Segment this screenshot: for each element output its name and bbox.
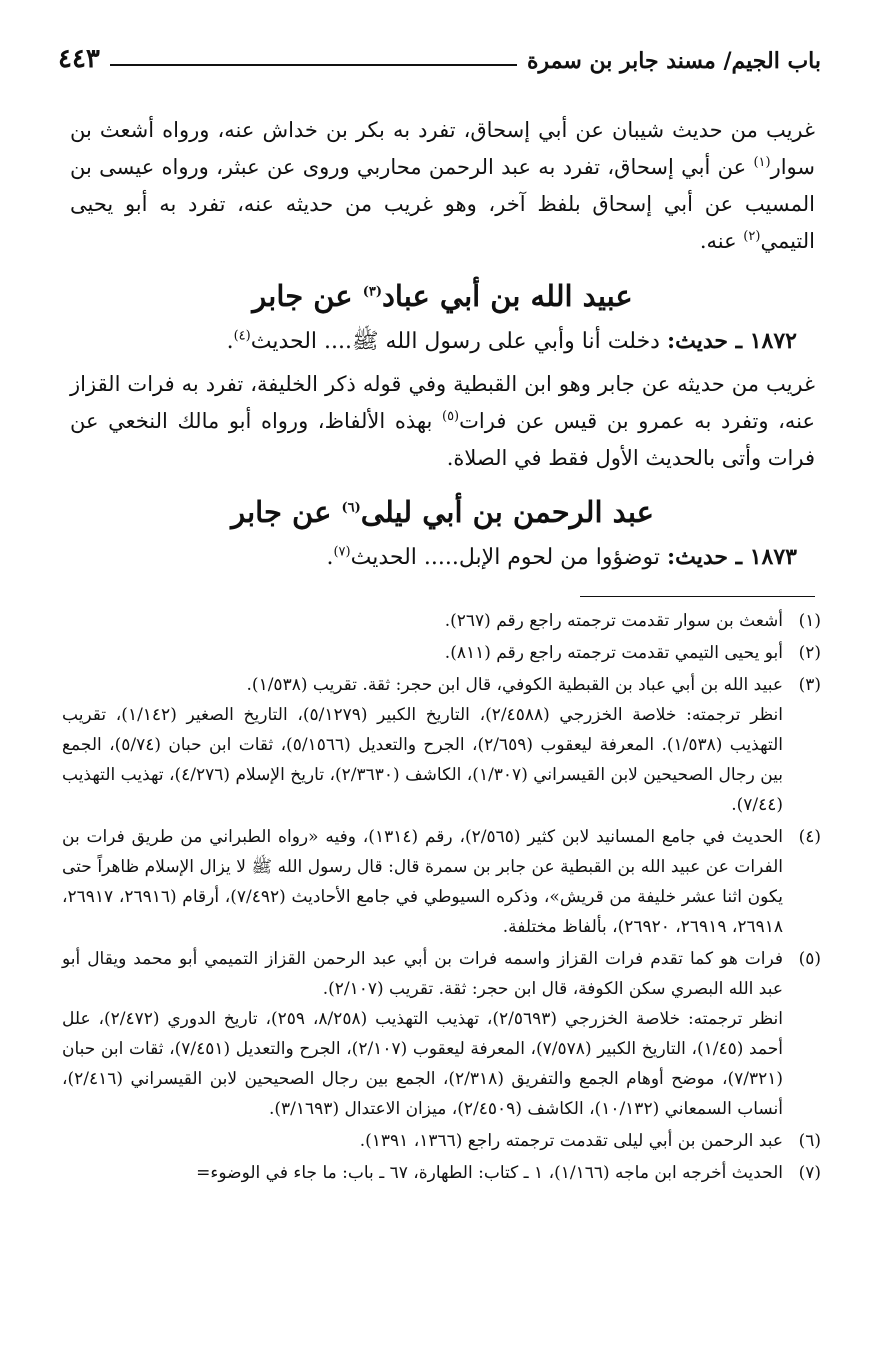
footnote-ref-3: (٣) xyxy=(362,284,382,300)
footnote-ref-7: (٧) xyxy=(333,544,351,560)
hadith-1872-block xyxy=(70,322,815,361)
paragraph-2-block xyxy=(70,366,815,477)
footnote-5-sources: انظر ترجمته: خلاصة الخزرجي (٢/٥٦٩٣)، تهذيب التهذيب (٨/٢٥٨، ٢٥٩)، تاريخ الدوري (٢/٤٧٢)، علل أحمد (١/٤٥)، التاريخ الكبير (٧/٥٧٨)، المعرفة ليعقوب (٢/١٠٧)، الجرح والتعديل (٧/٤٥١)، ثقات ابن حبان (٧/٣٢١)، موضح أوهام الجمع والتفريق (٢/٣١٨)، الجمع بين رجال الصحيحين لابن القيسراني (٢/٤١٦)، أنساب السمعاني (١٠/١٣٢)، الكاشف (٢/٤٥٠٩)، ميزان الاعتدال (٣/١٦٩٣). xyxy=(62,1009,784,1119)
footnote-5 xyxy=(62,944,821,1124)
footnote-7-text: الحديث أخرجه ابن ماجه (١/١٦٦)، ١ ـ كتاب: الطهارة، ٦٧ ـ باب: ما جاء في الوضوء= xyxy=(196,1163,783,1183)
hadith-1872-end: . xyxy=(226,329,234,354)
footnote-6-text: عبد الرحمن بن أبي ليلى تقدمت ترجمته راجع (١٣٦٦، ١٣٩١). xyxy=(359,1131,783,1151)
heading-2-block xyxy=(70,490,815,534)
heading-1-name: عبيد الله بن أبي عباد xyxy=(382,279,633,313)
footnote-1-text: أشعث بن سوار تقدمت ترجمته راجع رقم (٢٦٧). xyxy=(444,611,783,631)
hadith-1873-number: ١٨٧٣ ـ حديث: xyxy=(666,544,797,570)
footnote-5-bio: فرات هو كما تقدم فرات القزاز واسمه فرات بن أبي عبد الرحمن القزاز التميمي أبو محمد ويقال أبو عبد الله البصري سكن الكوفة، قال ابن حجر: ثقة. تقريب (٢/١٠٧). xyxy=(62,949,783,999)
heading-2-name: عبد الرحمن بن أبي ليلى xyxy=(360,495,654,529)
footnote-4-number: (٤) xyxy=(798,827,821,847)
heading-2-suffix: عن جابر xyxy=(231,495,342,529)
paragraph-2-part-b: بهذه الألفاظ، ورواه أبو مالك النخعي عن فرات وأتى بالحديث الأول فقط في الصلاة. xyxy=(70,409,815,470)
running-title: باب الجيم/ مسند جابر بن سمرة xyxy=(526,48,821,74)
hadith-1873-end: . xyxy=(326,545,334,570)
footnote-1 xyxy=(62,606,821,636)
footnote-5-text xyxy=(62,944,783,1124)
paragraph-2 xyxy=(70,366,815,477)
footnote-7 xyxy=(62,1158,821,1188)
page-number: ٤٤٣ xyxy=(58,44,100,74)
footnote-ref-5: (٥) xyxy=(441,409,460,424)
hadith-1872 xyxy=(70,322,815,361)
section-heading-2 xyxy=(70,490,815,534)
footnotes xyxy=(62,606,821,1190)
hadith-1872-text: دخلت أنا وأبي على رسول الله ﷺ.... الحديث xyxy=(250,329,667,354)
footnote-4 xyxy=(62,822,821,942)
footnote-4-text: الحديث في جامع المسانيد لابن كثير (٢/٥٦٥)، رقم (١٣١٤)، وفيه «رواه الطبراني من طريق فرات بن الفرات عن عبيد الله بن القبطية عن جابر بن سمرة قال: قال رسول الله ﷺ لا يزال الإسلام ظاهراً حتى يكون اثنا عشر خليفة من قريش»، وذكره السيوطي في جامع الأحاديث (٧/٤٩٢)، أرقام (٢٦٩١٦، ٢٦٩١٧، ٢٦٩١٨، ٢٦٩١٩، ٢٦٩٢٠)، بألفاظ مختلفة. xyxy=(62,827,784,937)
footnote-6 xyxy=(62,1126,821,1156)
footnote-6-number: (٦) xyxy=(798,1131,821,1151)
footnote-3-text xyxy=(62,670,783,820)
footnote-ref-4: (٤) xyxy=(233,328,251,344)
heading-1-block xyxy=(70,274,815,318)
header-rule xyxy=(110,64,517,66)
footnote-separator xyxy=(580,596,815,597)
hadith-1873-text: توضؤوا من لحوم الإبل..... الحديث xyxy=(350,545,667,570)
footnote-2-text: أبو يحيى التيمي تقدمت ترجمته راجع رقم (٨١١). xyxy=(444,643,783,663)
footnote-5-number: (٥) xyxy=(798,949,821,969)
paragraph-1-part-b: عن أبي إسحاق، تفرد به عبد الرحمن محاربي وروى عن عبثر، ورواه عيسى بن المسيب عن أبي إسحاق بلفظ آخر، وهو غريب من حديثه عنه، تفرد به أبو يحيى التيمي xyxy=(70,155,815,253)
heading-1-suffix: عن جابر xyxy=(252,279,363,313)
footnote-ref-1: (١) xyxy=(753,155,771,170)
footnote-2-number: (٢) xyxy=(798,643,821,663)
paragraph-1-part-c: عنه. xyxy=(699,229,744,253)
hadith-1872-number: ١٨٧٢ ـ حديث: xyxy=(666,328,797,354)
footnote-2 xyxy=(62,638,821,668)
footnote-3-bio: عبيد الله بن أبي عباد بن القبطية الكوفي، قال ابن حجر: ثقة. تقريب (١/٥٣٨). xyxy=(246,675,783,695)
footnote-3 xyxy=(62,670,821,820)
section-heading-1 xyxy=(70,274,815,318)
footnote-1-number: (١) xyxy=(798,611,821,631)
footnote-ref-2: (٢) xyxy=(743,229,761,244)
footnote-3-sources: انظر ترجمته: خلاصة الخزرجي (٢/٤٥٨٨)، التاريخ الكبير (٥/١٢٧٩)، التاريخ الصغير (١/١٤٢)، تقريب التهذيب (١/٥٣٨). المعرفة ليعقوب (٢/٦٥٩)، الجرح والتعديل (٥/١٥٦٦)، ثقات ابن حبان (٥/٧٤)، الجمع بين رجال الصحيحين لابن القيسراني (١/٣٠٧)، الكاشف (٢/٣٦٣٠)، تاريخ الإسلام (٤/٢٧٦)، تهذيب التهذيب (٧/٤٤). xyxy=(62,705,784,815)
footnote-ref-6: (٦) xyxy=(341,500,361,516)
hadith-1873-block xyxy=(70,538,815,577)
footnote-7-number: (٧) xyxy=(798,1163,821,1183)
paragraph-1-part-a: غريب من حديث شيبان عن أبي إسحاق، تفرد به بكر بن خداش عنه، ورواه أشعث بن سوار xyxy=(70,118,815,179)
main-text xyxy=(70,112,815,260)
footnote-3-number: (٣) xyxy=(798,675,821,695)
hadith-1873 xyxy=(70,538,815,577)
paragraph-1 xyxy=(70,112,815,260)
page-header xyxy=(58,40,821,74)
paragraph-2-part-a: غريب من حديثه عن جابر وهو ابن القبطية وفي قوله ذكر الخليفة، تفرد به فرات القزاز عنه، وتفرد به عمرو بن قيس عن فرات xyxy=(70,372,815,433)
